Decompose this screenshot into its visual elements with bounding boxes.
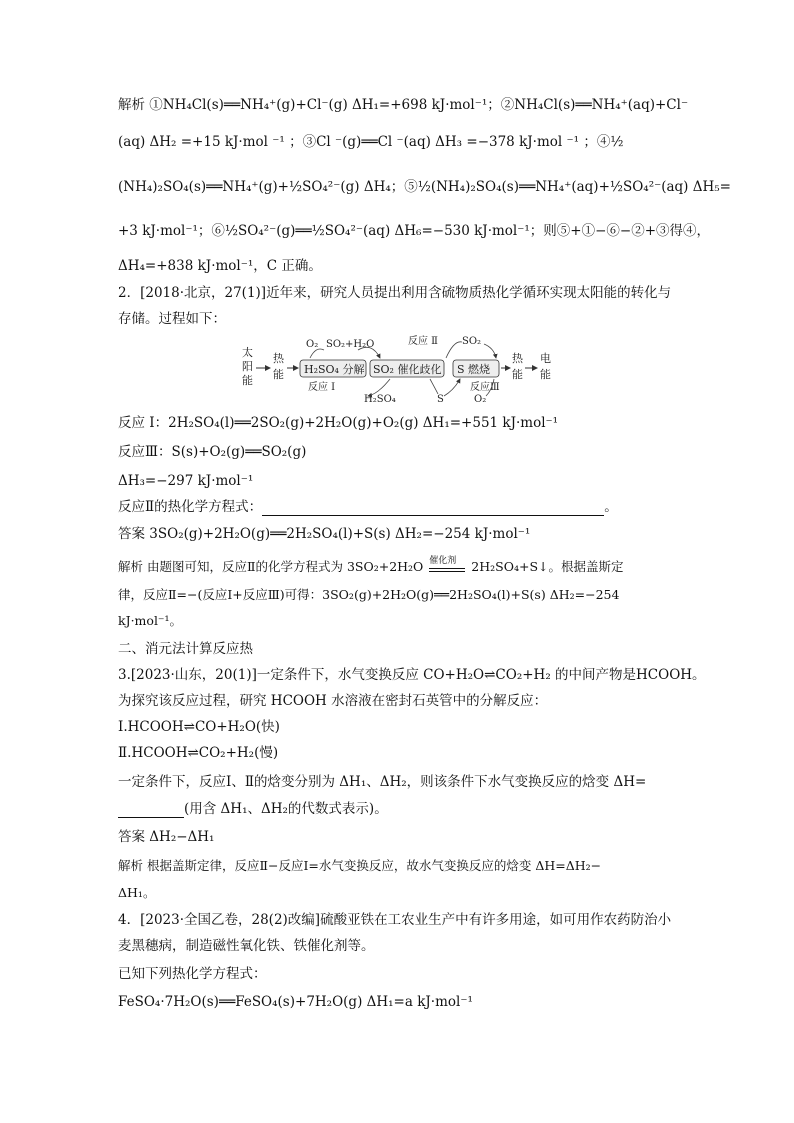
top-reaction-2-label: 反应 Ⅱ bbox=[408, 336, 438, 347]
question-3-stem bbox=[118, 800, 388, 818]
question-4-stem: 已知下列热化学方程式： bbox=[118, 966, 267, 982]
answer-line: 答案 3SO₂(g)+2H₂O(g)══2H₂SO₄(l)+S(s) ΔH₂=−254 kJ·mol⁻¹ bbox=[118, 526, 531, 542]
solution-text-line: 律，反应Ⅱ=−(反应Ⅰ+反应Ⅲ)可得：3SO₂(g)+2H₂O(g)══2H₂SO₄(l)+S(s) ΔH₂=−254 bbox=[118, 587, 620, 602]
h2so4-decomposition-label: H₂SO₄ 分解 bbox=[304, 363, 365, 376]
solution-text-line: +3 kJ·mol⁻¹；⑥½SO₄²⁻(g)══½SO₄²⁻(aq) ΔH₆=−530 kJ·mol⁻¹；则⑤+①−⑥−②+③得④， bbox=[118, 223, 711, 239]
solution-text-line: 解析 ①NH₄Cl(s)══NH₄⁺(g)+Cl⁻(g) ΔH₁=+698 kJ·mol⁻¹；②NH₄Cl(s)══NH₄⁺(aq)+Cl⁻ bbox=[118, 97, 689, 113]
cycle-arrow bbox=[310, 349, 324, 358]
solution-text: 解析 由题图可知，反应Ⅱ的化学方程式为 3SO₂+2H₂O bbox=[118, 559, 424, 574]
solution-text-line: ΔH₄=+838 kJ·mol⁻¹，C 正确。 bbox=[118, 258, 322, 274]
question-3-stem: 为探究该反应过程，研究 HCOOH 水溶液在密封石英管中的分解反应： bbox=[118, 693, 548, 709]
solar-energy-label-3: 能 bbox=[242, 374, 253, 387]
bottom-o2-label: O₂ bbox=[474, 394, 487, 405]
so2-disproportionation-label: SO₂ 催化歧化 bbox=[373, 363, 442, 376]
reaction-2-prompt bbox=[118, 498, 618, 516]
question-4-stem: 4．[2023·全国乙卷，28(2)改编]硫酸亚铁在工农业生产中有许多用途，如可用作农药防治小 bbox=[118, 912, 672, 928]
electric-energy-label-2: 能 bbox=[540, 368, 551, 381]
heat-label-2: 能 bbox=[512, 368, 523, 381]
catalyst-label: 催化剂 bbox=[429, 556, 457, 566]
question-3-stem: 3.[2023·山东，20(1)]一定条件下，水气变换反应 CO+H₂O⇌CO₂+H₂ 的中间产物是HCOOH。 bbox=[118, 667, 706, 683]
bottom-s-label: S bbox=[437, 394, 444, 405]
answer-blank bbox=[262, 501, 604, 516]
reaction-i: Ⅰ.HCOOH⇌CO+H₂O(快) bbox=[118, 719, 280, 735]
solution-text-line: kJ·mol⁻¹。 bbox=[118, 613, 183, 628]
s-combustion-label: S 燃烧 bbox=[457, 363, 491, 376]
catalyst-arrow bbox=[427, 556, 467, 576]
bottom-h2so4-label: H₂SO₄ bbox=[364, 394, 396, 405]
solar-energy-label-1: 太 bbox=[242, 346, 253, 359]
reaction-1-label: 反应 Ⅰ bbox=[308, 382, 336, 393]
cycle-arrow bbox=[446, 342, 462, 358]
solution-text-line: (NH₄)₂SO₄(s)══NH₄⁺(g)+½SO₄²⁻(g) ΔH₄；⑤½(NH₄)₂SO₄(s)══NH₄⁺(aq)+½SO₄²⁻(aq) ΔH₅= bbox=[118, 179, 731, 195]
question-3-stem: 一定条件下，反应Ⅰ、Ⅱ的焓变分别为 ΔH₁、ΔH₂，则该条件下水气变换反应的焓变 ΔH= bbox=[118, 774, 647, 790]
solution-text-line: 解析 根据盖斯定律，反应Ⅱ−反应Ⅰ=水气变换反应，故水气变换反应的焓变 ΔH=ΔH₂− bbox=[118, 858, 602, 873]
solution-text: 2H₂SO₄+S↓。根据盖斯定 bbox=[471, 559, 624, 574]
solution-text-line: (aq) ΔH₂ =+15 kJ·mol ⁻¹ ；③Cl ⁻(g)══Cl ⁻(aq) ΔH₃ =−378 kJ·mol ⁻¹ ；④½ bbox=[118, 134, 624, 150]
solar-energy-label-2: 阳 bbox=[242, 360, 253, 373]
equation-line: FeSO₄·7H₂O(s)══FeSO₄(s)+7H₂O(g) ΔH₁=a kJ·mol⁻¹ bbox=[118, 994, 473, 1010]
top-so2-label: SO₂ bbox=[462, 336, 482, 347]
reaction-3-equation: 反应Ⅲ：S(s)+O₂(g)══SO₂(g) bbox=[118, 444, 307, 460]
question-2-stem: 存储。过程如下： bbox=[118, 311, 226, 327]
question-2-stem: 2．[2018·北京，27(1)]近年来，研究人员提出利用含硫物质热化学循环实现太阳能的转化与 bbox=[118, 285, 672, 301]
top-o2-label: O₂ bbox=[306, 339, 319, 350]
heat-label-2: 能 bbox=[273, 368, 284, 381]
reaction-3-enthalpy: ΔH₃=−297 kJ·mol⁻¹ bbox=[118, 473, 254, 489]
cycle-arrow bbox=[430, 379, 438, 394]
reaction-3-label: 反应Ⅲ bbox=[470, 382, 500, 393]
answer-line: 答案 ΔH₂−ΔH₁ bbox=[118, 829, 215, 845]
top-so2-h2o-label: SO₂+H₂O bbox=[326, 339, 375, 350]
prompt-text: (用含 ΔH₁、ΔH₂的代数式表示)。 bbox=[184, 801, 388, 817]
answer-blank bbox=[118, 803, 184, 818]
cycle-arrow bbox=[444, 379, 460, 396]
reaction-ii: Ⅱ.HCOOH⇌CO₂+H₂(慢) bbox=[118, 745, 279, 761]
reaction-1-equation: 反应 Ⅰ：2H₂SO₄(l)══2SO₂(g)+2H₂O(g)+O₂(g) ΔH₁=+551 kJ·mol⁻¹ bbox=[118, 415, 559, 431]
heat-label-1: 热 bbox=[273, 352, 284, 365]
question-4-stem: 麦黑穗病，制造磁性氧化铁、铁催化剂等。 bbox=[118, 938, 375, 954]
electric-energy-label-1: 电 bbox=[540, 352, 551, 365]
prompt-text: 反应Ⅱ的热化学方程式： bbox=[118, 499, 263, 515]
solution-text-line: ΔH₁。 bbox=[118, 885, 156, 900]
section-heading: 二、消元法计算反应热 bbox=[118, 641, 253, 657]
solution-text-line bbox=[118, 558, 623, 576]
period: 。 bbox=[604, 499, 618, 515]
cycle-arrow bbox=[484, 344, 496, 358]
heat-label-1: 热 bbox=[512, 352, 523, 365]
sulfur-cycle-diagram bbox=[240, 334, 560, 406]
